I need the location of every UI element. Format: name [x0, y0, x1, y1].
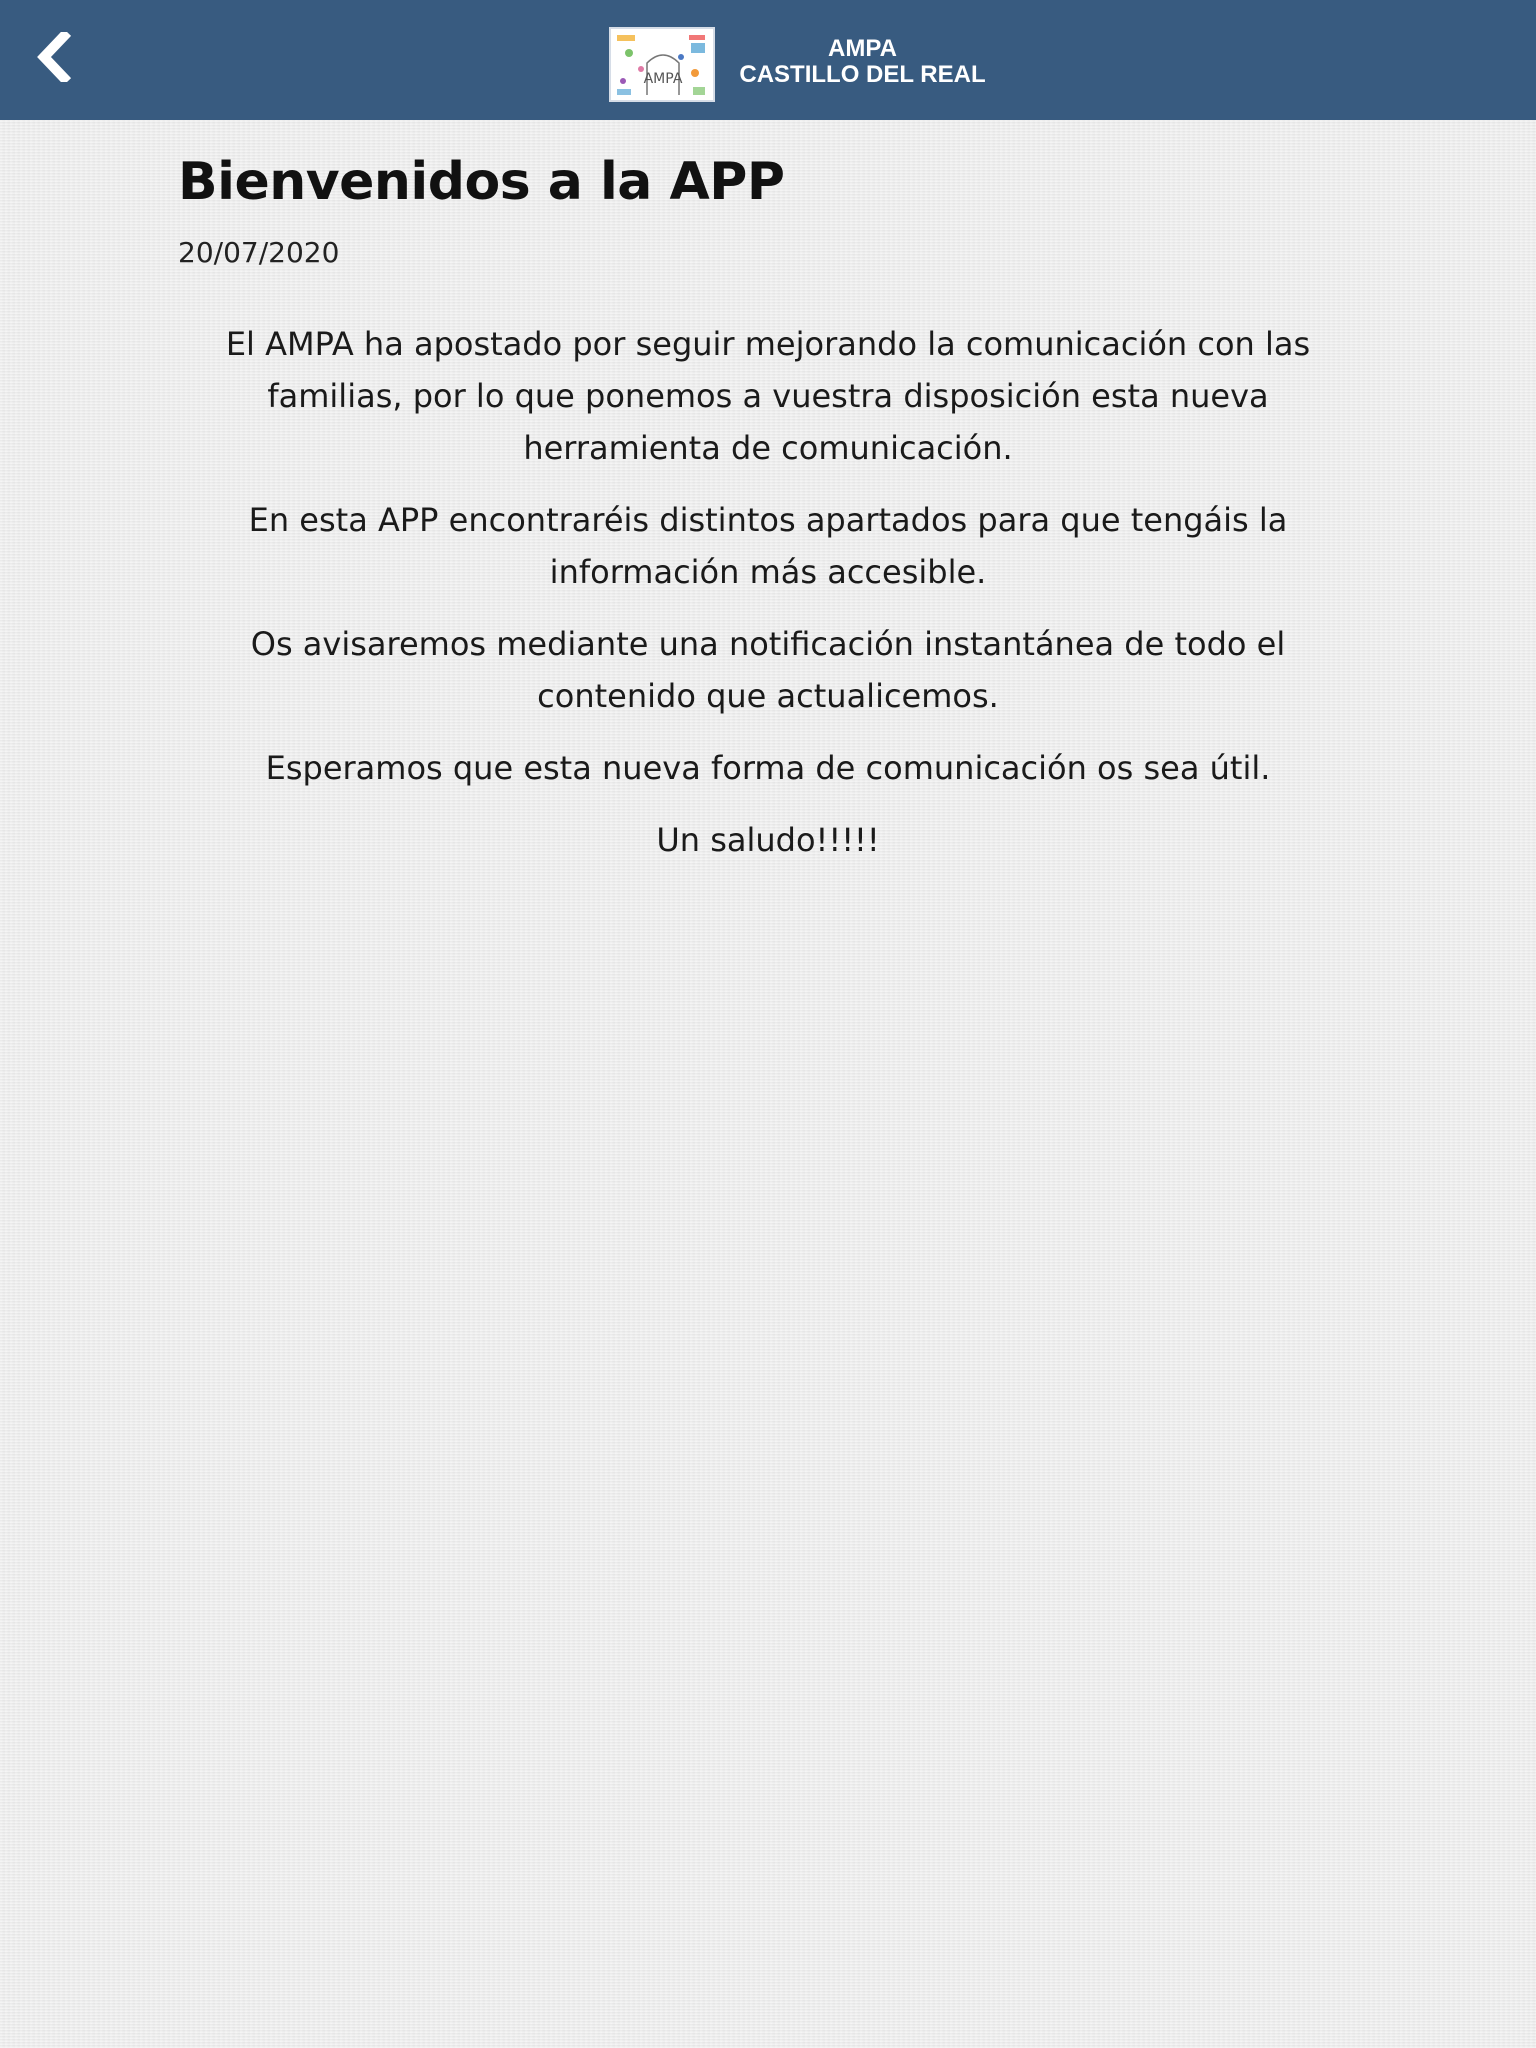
- paragraph: En esta APP encontraréis distintos apartados para que tengáis la información más accesible.: [248, 501, 1288, 591]
- top-app-bar: [0, 0, 1536, 120]
- ampa-logo: [609, 27, 715, 102]
- article: [178, 150, 1358, 886]
- chevron-left-icon: [34, 32, 74, 82]
- article-body: [178, 318, 1358, 866]
- article-date: 20/07/2020: [178, 236, 340, 269]
- page-title: Bienvenidos a la APP: [178, 152, 785, 212]
- logo-image: [611, 29, 713, 100]
- paragraph: El AMPA ha apostado por seguir mejorando la comunicación con las familias, por lo que ponemos a vuestra disposición esta nueva herramienta de comunicación.: [225, 325, 1311, 467]
- back-button[interactable]: [34, 32, 74, 82]
- logo-text: AMPA: [643, 71, 683, 87]
- app-title-line2: CASTILLO DEL REAL: [739, 61, 986, 88]
- paragraph: Un saludo!!!!!: [656, 821, 880, 859]
- paragraph: Os avisaremos mediante una notificación instantánea de todo el contenido que actualicemos.: [250, 625, 1286, 715]
- app-title: [725, 36, 1000, 88]
- app-title-line1: AMPA: [828, 35, 897, 62]
- paragraph: Esperamos que esta nueva forma de comunicación os sea útil.: [265, 749, 1271, 787]
